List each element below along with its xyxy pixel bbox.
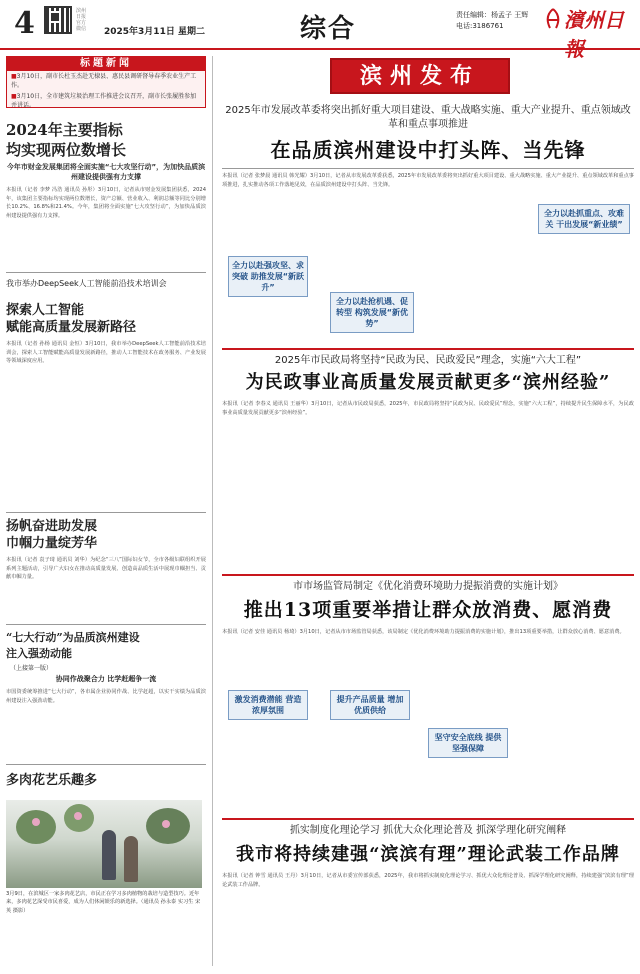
- left4-body: 市国资委统筹推进“七大行动”，各市属企业协同作战、比学赶超，以实干实绩为品质滨州建设注入强劲动能。: [6, 689, 206, 704]
- newspaper-logo-icon: [544, 8, 562, 30]
- person-shape: [124, 836, 138, 882]
- qr-code-icon: [44, 6, 72, 34]
- brief-news-title: 标题新闻: [7, 57, 205, 71]
- article4-kicker: 抓实制度化理论学习 抓优大众化理论普及 抓深学理化研究阐释: [289, 825, 567, 836]
- article1-body: 本报讯（记者 张梦晨 通讯员 韩光耀）3月10日，记者从市发展改革委获悉，2025年市发展改革委将突出抓好重大项目建设、重大战略实施、重大产业提升、重点领域改革和重点事项推进，扎实推动各项工作落地见效，在品质滨州建设中打头阵、当先锋。: [222, 173, 634, 188]
- flower-shape: [32, 818, 40, 826]
- left2-rule: [6, 512, 206, 513]
- plant-shape: [16, 810, 56, 844]
- succulent-workshop-photo: [6, 800, 202, 888]
- left3-body: 本报讯（记者 袁子琦 通讯员 刘华）为纪念“三八”国际妇女节，全市各级妇联组织开展系列主题活动，引导广大妇女在推动高质量发展、创造高品质生活中展现巾帼担当、贡献巾帼力量。: [6, 557, 206, 581]
- issue-date: 2025年3月11日 星期二: [104, 27, 205, 37]
- article1-bottom-rule: [222, 348, 634, 350]
- column-divider: [212, 56, 213, 966]
- article1-kicker: 2025年市发展改革委将突出抓好重大项目建设、重大战略实施、重大产业提升、重点领域改革和重点事项推进: [225, 105, 631, 130]
- article3-kicker: 市市场监管局制定《优化消费环境助力提振消费的实施计划》: [293, 581, 563, 592]
- left4-continued: （上接第一版）: [10, 665, 53, 672]
- person-shape: [102, 830, 116, 880]
- article1-pullquote: 全力以赴抓重点、攻难关 干出发展“新业绩”: [538, 204, 630, 234]
- article3-bottom-rule: [222, 818, 634, 820]
- masthead: [0, 0, 640, 61]
- left2-kicker: 我市举办DeepSeek人工智能前沿技术培训会: [6, 279, 167, 288]
- brief-news-box: [6, 56, 206, 108]
- left2-body: 本报讯（记者 孙杨 通讯员 金恒）3月10日，我市举办DeepSeek人工智能前沿技术培训会，探索人工智能赋能高质量发展新路径，推动人工智能技术在政务服务、产业发展等领域深度应用。: [6, 341, 206, 365]
- phone-line: 电话:3186761: [456, 22, 504, 30]
- article4-headline: 我市将持续建强“滨滨有理”理论武装工作品牌: [236, 844, 620, 865]
- left1-body: 本报讯（记者 李梦 冯浩 通讯员 孙彤）3月10日，记者从市财金发展集团获悉，2024年，该集团主要指标均实现两位数增长，资产总额、营业收入、利润总额等同比分别增长10.2%、16.8%和21.4%。今年，集团将全面实施“七大攻坚行动”，为加快品质滨州建设提供强有力支撑。: [6, 187, 206, 219]
- left4-subhead: 协同作战聚合力 比学赶超争一流: [55, 675, 157, 683]
- qr-caption: 滨州日报官方微信: [76, 8, 87, 32]
- section-title: 综合: [300, 14, 357, 44]
- left1-rule: [6, 272, 206, 273]
- left1-headline: 2024年主要指标 均实现两位数增长: [6, 121, 127, 159]
- article2-body: 本报讯（记者 李春义 通讯员 王丽华）3月10日，记者从市民政局获悉，2025年，市民政局将坚持“民政为民、民政爱民”理念，实施“六大工程”，持续提升民生保障水平，为民政事业高质量发展贡献更多“滨州经验”。: [222, 401, 634, 416]
- article2-headline: 为民政事业高质量发展贡献更多“滨州经验”: [245, 372, 611, 393]
- left5-headline: 多肉花艺乐趣多: [6, 773, 98, 788]
- article1-pullquote: 全力以赴抢机遇、促转型 构筑发展“新优势”: [330, 292, 414, 333]
- article2-kicker: 2025年市民政局将坚持“民政为民、民政爱民”理念，实施“六大工程”: [274, 355, 582, 366]
- flower-shape: [74, 812, 82, 820]
- editor-line: 责任编辑：杨孟子 王辉: [456, 11, 529, 19]
- editor-info: [456, 10, 528, 32]
- left4-headline: “七大行动”为品质滨州建设 注入强劲动能: [6, 631, 140, 660]
- flower-shape: [162, 820, 170, 828]
- brief-news-item: ■3月10日，副市长杜玉杰赴无棣县、惠民县调研督导春季农业生产工作。: [11, 73, 197, 89]
- article3-pullquote: 坚守安全底线 提供坚强保障: [428, 728, 508, 758]
- binzhou-release-banner: [330, 58, 510, 94]
- bullet-icon: ■: [11, 93, 17, 100]
- article3-pullquote: 激发消费潜能 营造浓厚氛围: [228, 690, 308, 720]
- page-number: 4: [14, 6, 35, 41]
- brief-news-item: ■3月10日，全市建筑垃圾治理工作推进会议召开，副市长张履胜参加并讲话。: [11, 93, 197, 109]
- left3-rule: [6, 624, 206, 625]
- article1-rule: [222, 168, 634, 169]
- article1-pullquote: 全力以赴强攻坚、求突破 助推发展“新跃升”: [228, 256, 308, 297]
- article3-pullquote: 提升产品质量 增加优质供给: [330, 690, 410, 720]
- bullet-icon: ■: [11, 73, 17, 80]
- article4-body: 本报讯（记者 钟雪 通讯员 王丹）3月10日，记者从市委宣传部获悉，2025年，我市将抓实制度化理论学习、抓优大众化理论普及、抓深学理化研究阐释，持续建强“滨滨有理”理论武装工作品牌。: [222, 873, 634, 888]
- article3-headline: 推出13项重要举措让群众放消费、愿消费: [243, 599, 613, 621]
- article1-headline: 在品质滨州建设中打头阵、当先锋: [270, 138, 586, 162]
- left3-headline: 扬帆奋进助发展 巾帼力量绽芳华: [6, 519, 98, 551]
- photo-caption: 3月9日，在滨城区一家多肉花艺店，市民正在学习多肉植物的栽培与造型技巧。近年来，多肉花艺深受市民喜爱，成为人们休闲娱乐的新选择。（通讯员 孙永泰 实习生 宋英 摄影）: [6, 891, 201, 914]
- article2-bottom-rule: [222, 574, 634, 576]
- left2-headline: 探索人工智能 赋能高质量发展新路径: [6, 303, 137, 335]
- left1-subhead: 今年市财金发展集团将全面实施“七大攻坚行动”，为加快品质滨州建设提供强有力支撑: [6, 163, 206, 181]
- left4-rule: [6, 764, 206, 765]
- release-banner-text: 滨州发布: [359, 63, 480, 89]
- newspaper-logo: 濱州日報: [564, 8, 624, 61]
- article3-body: 本报讯（记者 安佳 通讯员 杨琦）3月10日，记者从市市场监管局获悉，该局制定《优化消费环境助力提振消费的实施计划》，推出13项重要举措，让群众放心消费、愿意消费。: [222, 629, 625, 635]
